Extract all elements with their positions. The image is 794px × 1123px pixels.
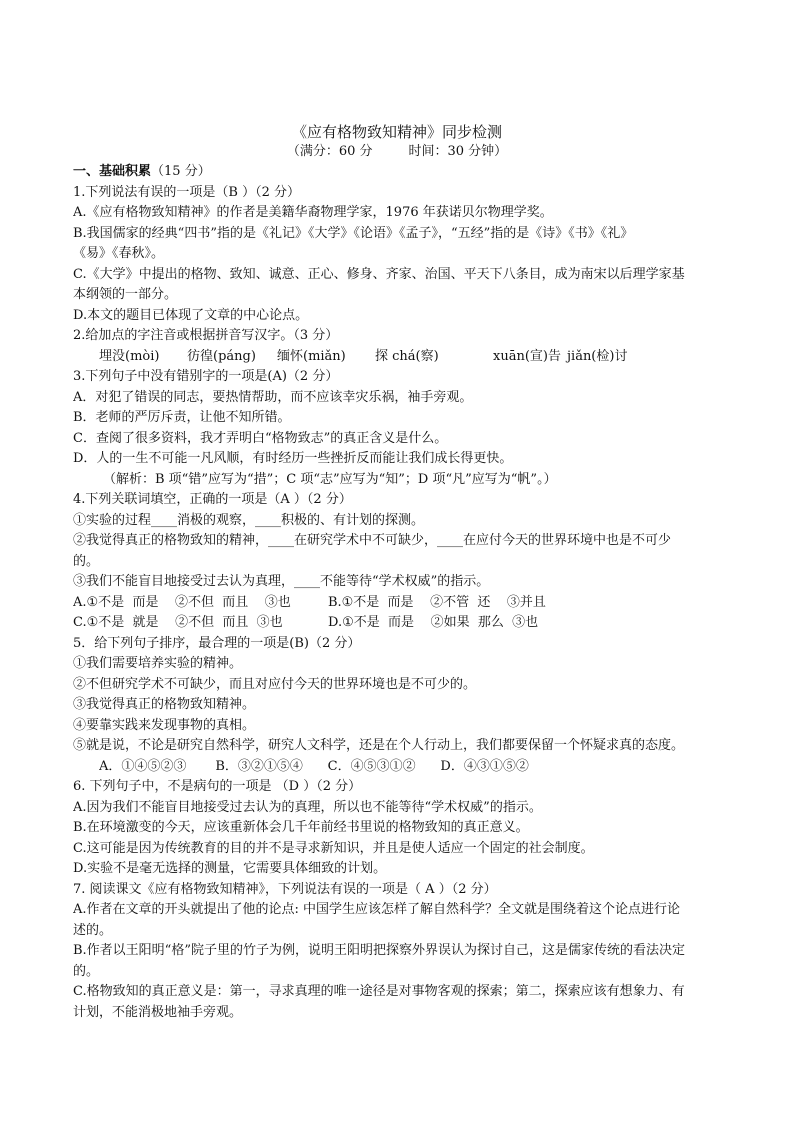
pinyin-item: jiǎn(检)讨 <box>567 349 628 364</box>
text-line: C.这可能是因为传统教育的目的并不是寻求新知识，并且是使人适应一个固定的社会制度。 <box>73 841 594 856</box>
text-line: A.作者在文章的开头就提出了他的论点: 中国学生应该怎样了解自然科学？全文就是围绕着这个论点进行论 <box>73 902 681 917</box>
text-line: A.①不是 而是 ②不但 而且 ③也 B.①不是 而是 ②不管 还 ③并且 <box>73 595 546 610</box>
pinyin-item: xuān(宣)告 <box>493 349 561 364</box>
text-line: 本纲领的一部分。 <box>73 287 178 302</box>
text-line: D.实验不是毫无选择的测量，它需要具体细致的计划。 <box>73 861 387 876</box>
text-line: ⑤就是说，不论是研究自然科学，研究人文科学，还是在个人行动上，我们都要保留一个怀疑求真的态度。 <box>73 738 685 753</box>
document-title: 《应有格物致知精神》同步检测 <box>291 123 502 141</box>
text-line: 4.下列关联词填空，正确的一项是（A ）（2 分） <box>73 492 352 507</box>
pinyin-item: 探 chá(察) <box>375 349 439 364</box>
pinyin-item: 缅怀(miǎn) <box>277 349 346 364</box>
text-line: B．老师的严厉斥责，让他不知所错。 <box>73 410 291 425</box>
text-line: 述的。 <box>73 923 113 938</box>
text-line: 的。 <box>73 554 100 569</box>
text-line: 6. 下列句子中，不是病句的一项是 （D ）（2 分） <box>73 779 362 794</box>
text-line: D.本文的题目已体现了文章的中心论点。 <box>73 308 309 323</box>
text-line: C.格物致知的真正意义是：第一，寻求真理的唯一途径是对事物客观的探索；第二，探索应该有想象力、有 <box>73 984 685 999</box>
text-line: C.①不是 就是 ②不但 而且 ③也 D.①不是 而是 ②如果 那么 ③也 <box>73 615 539 630</box>
full-score: （满分：60 分 <box>286 144 373 159</box>
text-line: 3.下列句子中没有错别字的一项是(A)（2 分） <box>73 369 339 384</box>
text-line: ①我们需要培养实验的精神。 <box>73 656 243 671</box>
text-line: B.作者以王阳明“格”院子里的竹子为例，说明王阳明把探察外界误认为探讨自己，这是儒家传统的看法决定 <box>73 943 685 958</box>
text-line: ③我觉得真正的格物致知精神。 <box>73 697 256 712</box>
text-line: ②不但研究学术不可缺少，而且对应付今天的世界环境也是不可少的。 <box>73 677 477 692</box>
pinyin-row <box>99 347 749 367</box>
text-line: 《易》《春秋》。 <box>73 246 165 261</box>
options-line: A．①④⑤②③ B．③②①⑤④ C．④⑤③①② D．④③①⑤② <box>99 759 529 774</box>
text-line: ②我觉得真正的格物致知的精神，____在研究学术中不可缺少，____在应付今天的世界环境中也是不可少 <box>73 533 672 548</box>
text-line: C．查阅了很多资料，我才弄明白“格物致志”的真正含义是什么。 <box>73 431 448 446</box>
text-line: B.在环境激变的今天，应该重新体会几千年前经书里说的格物致知的真正意义。 <box>73 820 529 835</box>
text-line: 5．给下列句子排序，最合理的一项是(B)（2 分） <box>73 636 361 651</box>
text-line: A．对犯了错误的同志，要热情帮助，而不应该幸灾乐祸，袖手旁观。 <box>73 390 473 405</box>
pinyin-item: 彷徨(páng) <box>187 349 256 364</box>
text-line: B.我国儒家的经典“四书”指的是《礼记》《大学》《论语》《孟子》，“五经”指的是《诗》《书》《礼》 <box>73 226 634 241</box>
text-line: ③我们不能盲目地接受过去认为真理，____不能等待“学术权威”的指示。 <box>73 574 490 589</box>
section-score: （15 分） <box>151 164 211 179</box>
text-line: 7. 阅读课文《应有格物致知精神》，下列说法有误的一项是（ A ）（2 分） <box>73 882 497 897</box>
answer-explanation: （解析：B 项“错”应写为“措”；C 项“志”应写为“知”；D 项“凡”应写为“帆”。） <box>103 472 557 487</box>
exam-meta <box>0 142 794 162</box>
text-line: ①实验的过程____消极的观察，____积极的、有计划的探测。 <box>73 513 425 528</box>
text-line: C.《大学》中提出的格物、致知、诚意、正心、修身、齐家、治国、平天下八条目，成为南宋以后理学家基 <box>73 267 685 282</box>
section-title: 一、基础积累 <box>73 164 152 179</box>
text-line: 计划，不能消极地袖手旁观。 <box>73 1005 243 1020</box>
text-line: 的。 <box>73 964 100 979</box>
text-line: A.《应有格物致知精神》的作者是美籍华裔物理学家，1976 年获诺贝尔物理学奖。 <box>73 205 553 220</box>
time-limit: 时间：30 分钟） <box>408 144 508 159</box>
text-line: D．人的一生不可能一凡风顺，有时经历一些挫折反而能让我们成长得更快。 <box>73 451 513 466</box>
text-line: 1.下列说法有误的一项是（B ）（2 分） <box>73 185 300 200</box>
text-line: A.因为我们不能盲目地接受过去认为的真理，所以也不能等待“学术权威”的指示。 <box>73 800 542 815</box>
text-line: 2.给加点的字注音或根据拼音写汉字。（3 分） <box>73 328 339 343</box>
pinyin-item: 埋没(mòi) <box>99 349 160 364</box>
section-heading <box>73 162 723 182</box>
text-line: ④要靠实践来发现事物的真相。 <box>73 718 256 733</box>
